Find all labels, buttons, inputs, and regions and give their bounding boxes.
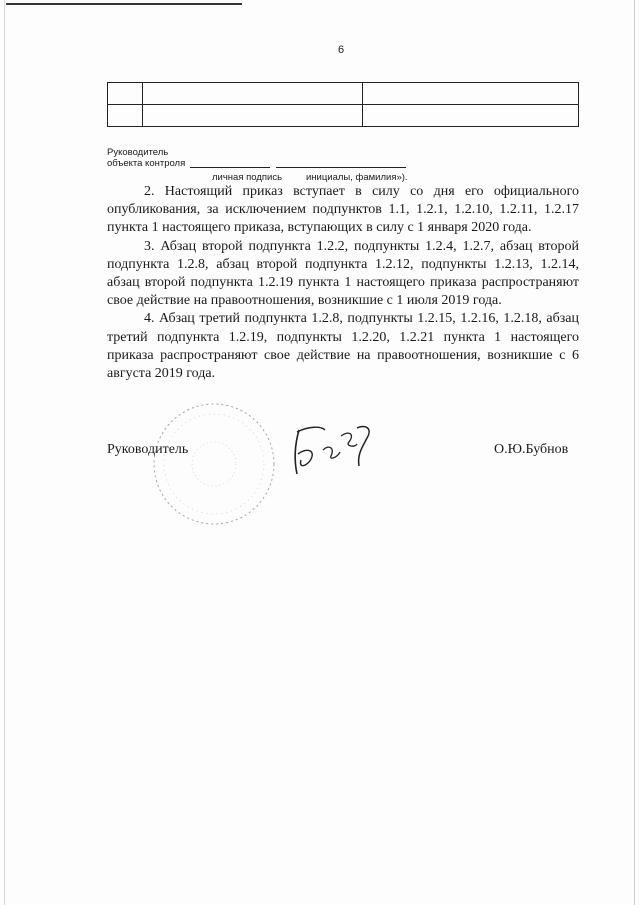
table-cell [108, 105, 143, 127]
signature-blank-line [190, 167, 270, 168]
handwritten-signature [285, 418, 380, 483]
table-cell [363, 83, 579, 105]
table-cell [108, 83, 143, 105]
stamp-seal [150, 400, 278, 528]
scan-left-edge [4, 0, 5, 905]
name-blank-line [276, 167, 406, 168]
order-body [107, 183, 579, 383]
scan-right-edge [634, 0, 635, 905]
top-rule [6, 3, 242, 5]
table-row [108, 105, 579, 127]
table-cell [363, 105, 579, 127]
signature-caption: личная подпись [212, 172, 283, 183]
form-label-line2: объекта контроля [107, 158, 186, 169]
paragraph-3: 3. Абзац второй подпункта 1.2.2, подпункты 1.2.4, 1.2.7, абзац второй подпункта 1.2.8, абзац второй подпункта 1.2.12, подпункты 1.2.13, 1.2.14, абзац второй подпункта 1.2.19 пункта 1 настоящего приказа распространяют свое действие на правоотношения, возникшие с 1 июля 2019 года. [107, 238, 579, 309]
form-label-line1: Руководитель [107, 147, 169, 158]
form-table [107, 82, 579, 127]
page-number: 6 [338, 44, 345, 56]
name-caption: инициалы, фамилия»). [306, 172, 408, 183]
signer-title: Руководитель [107, 442, 189, 457]
table-cell [143, 105, 363, 127]
paragraph-2: 2. Настоящий приказ вступает в силу со дня его официального опубликования, за исключением подпунктов 1.1, 1.2.1, 1.2.10, 1.2.11, 1.2.17 пункта 1 настоящего приказа, вступающих в силу с 1 января 2020 года. [107, 184, 579, 236]
paragraph-4: 4. Абзац третий подпункта 1.2.8, подпункты 1.2.15, 1.2.16, 1.2.18, абзац третий подпункта 1.2.19, подпункты 1.2.20, 1.2.21 пункта 1 настоящего приказа распространяют свое действие на правоотношения, возникшие с 6 августа 2019 года. [107, 311, 579, 382]
table-cell [143, 83, 363, 105]
signer-name: О.Ю.Бубнов [494, 442, 569, 457]
table-row [108, 83, 579, 105]
